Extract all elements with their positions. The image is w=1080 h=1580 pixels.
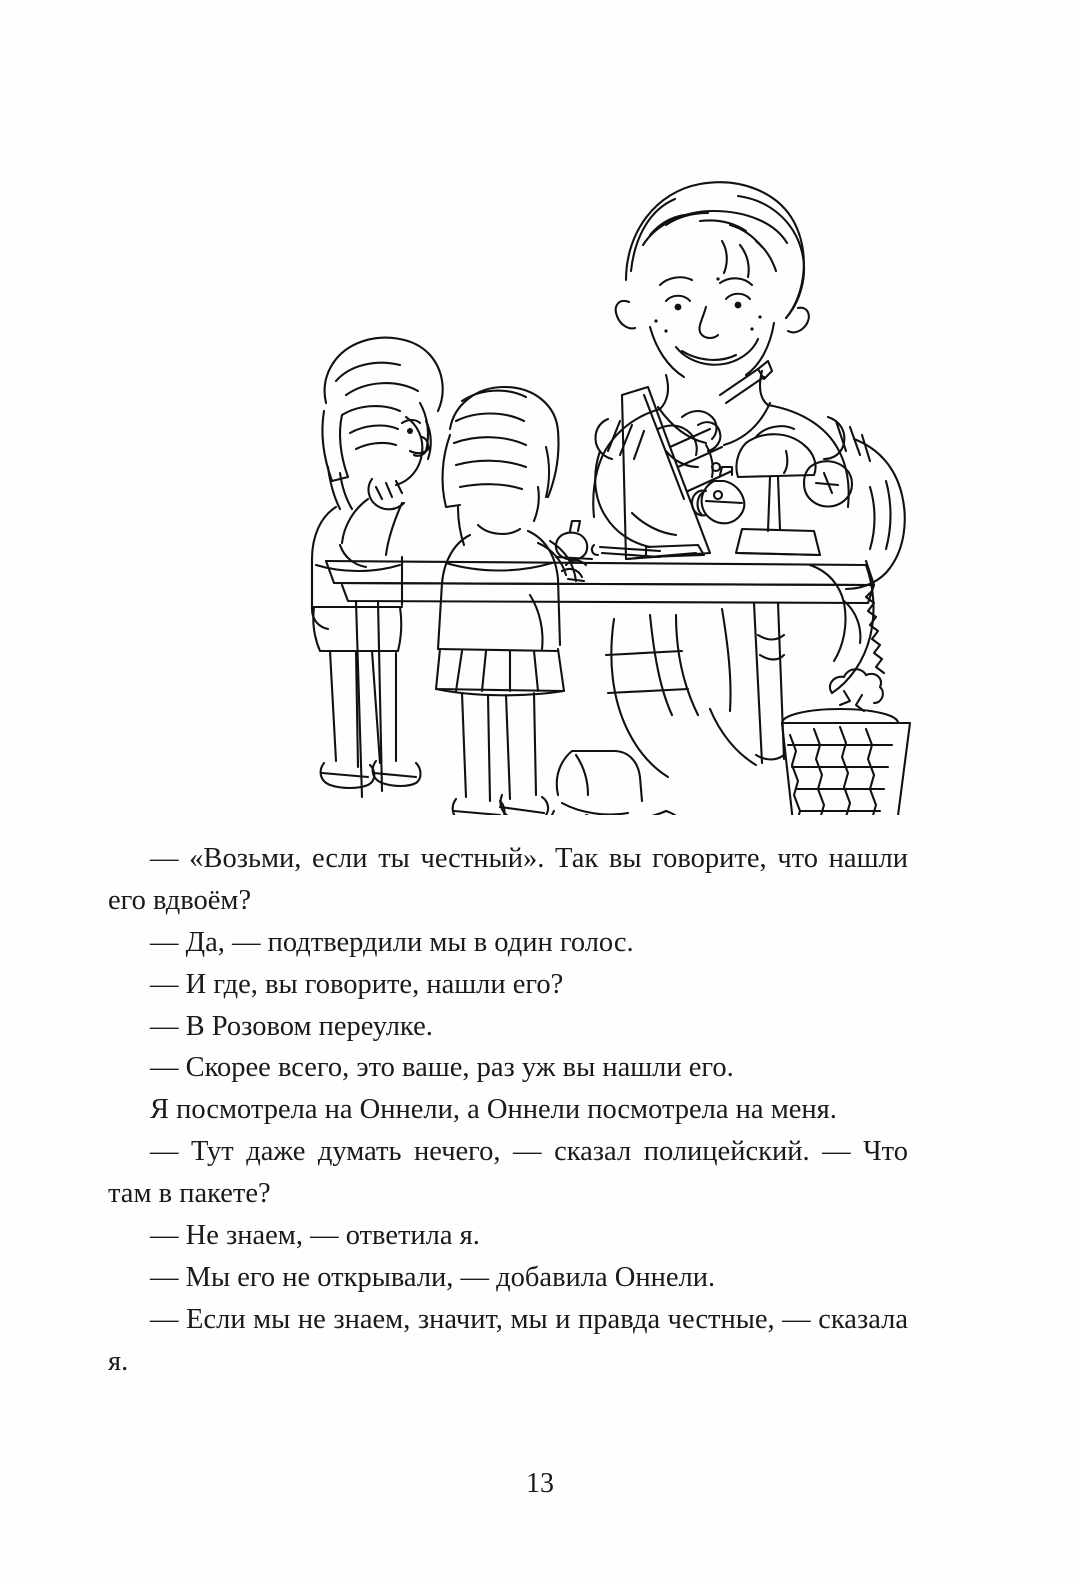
paragraph: — «Возьми, если ты честный». Так вы говорите, что нашли его вдвоём? xyxy=(108,843,908,916)
paragraph: — Если мы не знаем, значит, мы и правда честные, — сказала я. xyxy=(108,1303,908,1377)
paragraph: — Тут даже думать нечего, — сказал полицейский. — Что там в пакете? xyxy=(108,1136,908,1210)
body-text xyxy=(108,838,908,1383)
page-number: 13 xyxy=(526,1468,554,1499)
paragraph: — Скорее всего, это ваше, раз уж вы нашли его. xyxy=(150,1052,734,1084)
paragraph: — Да, — подтвердили мы в один голос. xyxy=(150,926,634,958)
paragraph: Я посмотрела на Оннели, а Оннели посмотрела на меня. xyxy=(150,1094,837,1126)
paragraph: — И где, вы говорите, нашли его? xyxy=(150,968,564,1000)
paragraph: — В Розовом переулке. xyxy=(150,1010,433,1042)
chapter-illustration xyxy=(110,95,970,815)
paragraph: — Не знаем, — ответила я. xyxy=(150,1220,480,1252)
paragraph: — Мы его не открывали, — добавила Оннели. xyxy=(150,1261,716,1293)
